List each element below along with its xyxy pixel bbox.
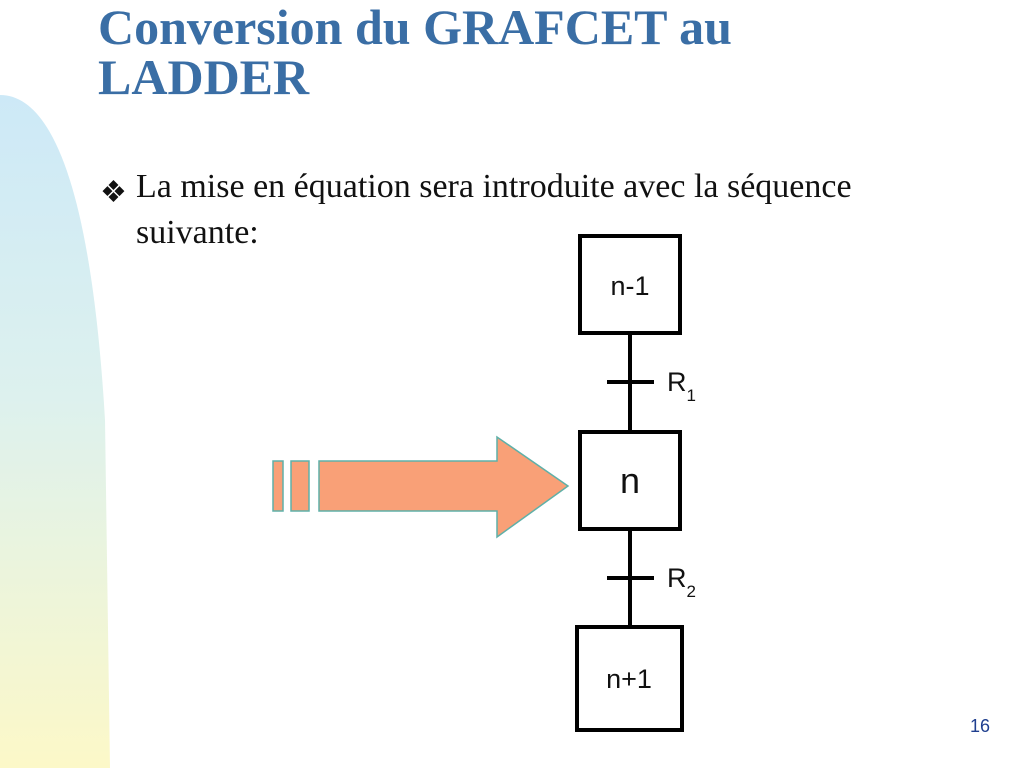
slide-title-line-2: LADDER (98, 49, 310, 105)
slide-title-line-1: Conversion du GRAFCET au (98, 0, 732, 55)
step-label-n+1: n+1 (606, 664, 652, 694)
transition-index-2: 2 (686, 582, 696, 601)
page-number: 16 (969, 716, 991, 736)
transition-letter-2: R (667, 563, 687, 593)
step-label-n-1: n-1 (610, 271, 650, 301)
transition-label-2 (667, 563, 696, 601)
arrow-stripe-1 (273, 461, 283, 511)
transition-label-1 (667, 367, 696, 405)
transition-letter-1: R (667, 367, 687, 397)
step-label-n: n (619, 460, 641, 501)
arrow-icon (273, 437, 568, 537)
four-diamond-icon: ❖ (100, 176, 127, 209)
arrow-body (319, 437, 568, 537)
transition-index-1: 1 (686, 386, 696, 405)
bullet-text: La mise en équation sera introduite avec la séquence suivante: (136, 168, 852, 251)
arrow-stripe-2 (291, 461, 309, 511)
